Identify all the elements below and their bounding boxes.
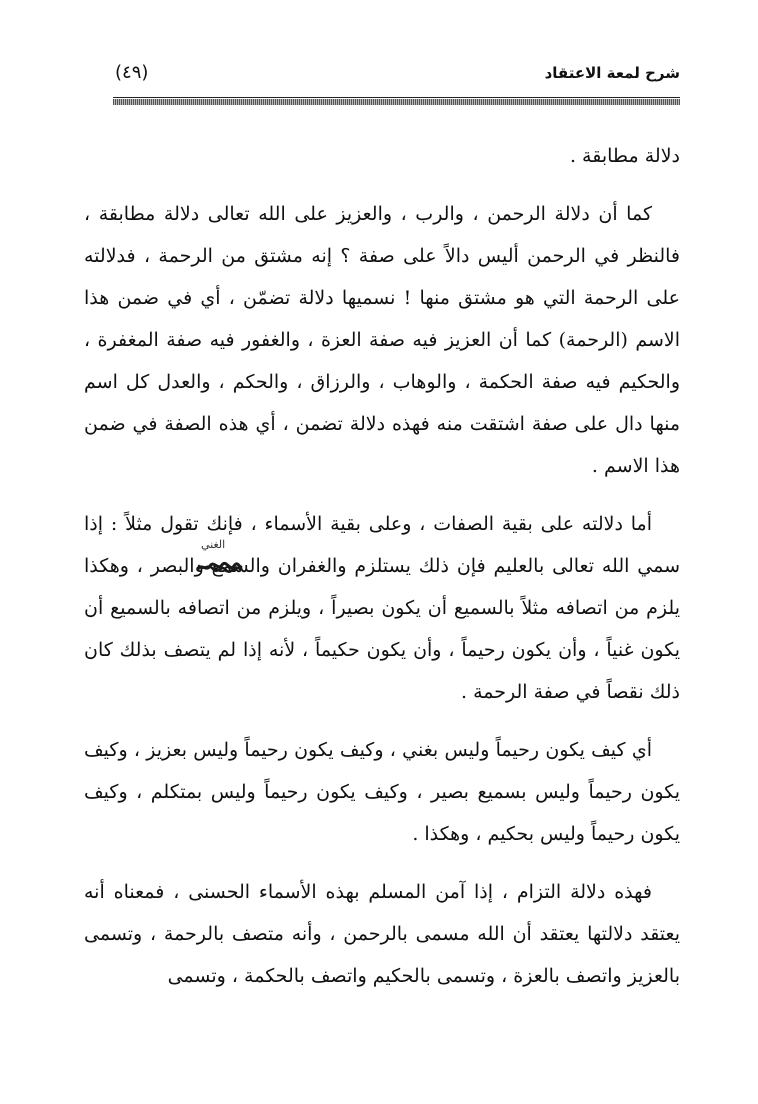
paragraph-2: كما أن دلالة الرحمن ، والرب ، والعزيز على الله تعالى دلالة مطابقة ، فالنظر في الرحمن أليس دالاً على صفة ؟ إنه مشتق من الرحمة ، فدلالته على الرحمة التي هو مشتق منها ! نسميها دلالة تضمّن ، أي في ضمن هذا الاسم (الرحمة) كما أن العزيز فيه صفة العزة ، والغفور فيه صفة المغفرة ، والحكيم فيه صفة الحكمة ، والوهاب ، والرزاق ، والحكم ، والعدل كل اسم منها دال على صفة اشتقت منه فهذه دلالة تضمن ، أي هذه الصفة في ضمن هذا الاسم . (84, 203, 680, 477)
paragraph-5: فهذه دلالة التزام ، إذا آمن المسلم بهذه الأسماء الحسنى ، فمعناه أنه يعتقد دلالتها يعتقد أن الله مسمى بالرحمن ، وأنه متصف بالرحمة ، وتسمى بالعزيز واتصف بالعزة ، وتسمى بالحكيم واتصف بالحكمة ، وتسمى (84, 881, 680, 987)
page-header (113, 62, 680, 92)
page-number: (٤٩) (115, 62, 149, 83)
paragraph-3: أما دلالته على بقية الصفات ، وعلى بقية الأسماء ، فإنك تقول مثلاً : إذا سمي الله تعالى بالعليم فإن ذلك يستلزم والغفران والسمع والبصر ، وهكذا يلزم من اتصافه مثلاً بالسميع أن يكون بصيراً ، ويلزم من اتصافه بالسميع أن يكون غنياً ، وأن يكون رحيماً ، وأن يكون حكيماً ، لأنه إذا لم يتصف بذلك كان ذلك نقصاً في صفة الرحمة . (84, 513, 680, 703)
paragraph-1: دلالة مطابقة . (569, 145, 680, 167)
body-text (84, 135, 680, 997)
header-rule (113, 97, 680, 98)
running-title: شرح لمعة الاعتقاد (544, 64, 680, 82)
handwritten-margin-note: الغني (201, 538, 226, 551)
header-ornament-band (113, 99, 680, 105)
paragraph-4: أي كيف يكون رحيماً وليس بغني ، وكيف يكون رحيماً وليس بعزيز ، وكيف يكون رحيماً وليس بسميع بصير ، وكيف يكون رحيماً وليس بمتكلم ، وكيف يكون رحيماً وليس بحكيم ، وهكذا . (84, 739, 680, 845)
